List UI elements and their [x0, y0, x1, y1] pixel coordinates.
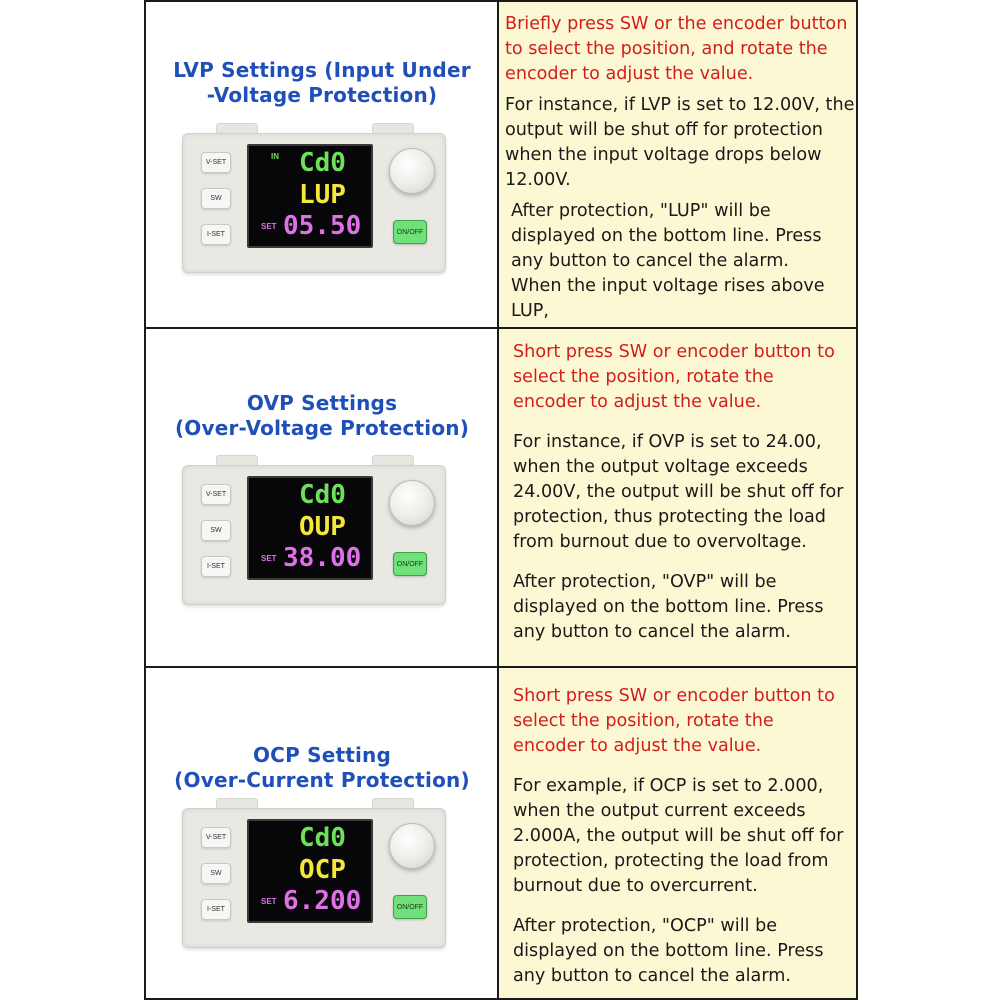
power-module-image [182, 455, 444, 603]
lcd-screen [247, 144, 373, 248]
sw-button: SW [201, 188, 231, 209]
section-lvp-left [146, 2, 498, 327]
display-line-2: OUP [299, 512, 346, 542]
display-line-1: Cd0 [299, 480, 346, 510]
section-ovp-right [499, 329, 856, 666]
after-protection-text: After protection, "LUP" will be displayed on the bottom line. Press any button to cancel the alarm. When the input voltage rises above LUP, [511, 201, 825, 321]
onoff-button: ON/OFF [393, 552, 427, 576]
section-lvp-right [499, 2, 856, 327]
display-line-3: 6.200 [283, 886, 362, 916]
iset-button: I-SET [201, 556, 231, 577]
section-ocp-right [499, 668, 856, 998]
device-body [182, 808, 446, 948]
instruction-text: Briefly press SW or the encoder button to select the position, and rotate the encoder to adjust the value. [505, 14, 848, 84]
sw-button: SW [201, 520, 231, 541]
vset-button: V-SET [201, 484, 231, 505]
encoder-knob [389, 148, 435, 194]
iset-button: I-SET [201, 224, 231, 245]
section-title: LVP Settings (Input Under -Voltage Protection) [173, 58, 471, 107]
example-text: For instance, if LVP is set to 12.00V, the output will be shut off for protection when the input voltage drops below 12.00V. [505, 95, 855, 190]
example-text: For example, if OCP is set to 2.000, when the output current exceeds 2.000A, the output will be shut off for protection, protecting the load from burnout due to overcurrent. [513, 776, 844, 896]
power-module-image [182, 798, 444, 946]
in-label: IN [271, 152, 279, 161]
iset-button: I-SET [201, 899, 231, 920]
display-line-2: LUP [299, 180, 346, 210]
instruction-text: Short press SW or encoder button to select the position, rotate the encoder to adjust the value. [513, 686, 835, 756]
lcd-screen [247, 476, 373, 580]
vset-button: V-SET [201, 827, 231, 848]
display-line-3: 05.50 [283, 211, 362, 241]
display-line-3: 38.00 [283, 543, 362, 573]
set-label: SET [261, 897, 277, 906]
section-title: OVP Settings (Over-Voltage Protection) [174, 391, 470, 440]
section-ovp-left [146, 329, 498, 666]
encoder-knob [389, 823, 435, 869]
example-text: For instance, if OVP is set to 24.00, when the output voltage exceeds 24.00V, the output will be shut off for protection, thus protecting the load from burnout due to overvoltage. [513, 432, 844, 552]
device-body [182, 465, 446, 605]
after-protection-text: After protection, "OVP" will be displayed on the bottom line. Press any button to cancel the alarm. [513, 572, 824, 642]
lcd-screen [247, 819, 373, 923]
device-body [182, 133, 446, 273]
sw-button: SW [201, 863, 231, 884]
display-line-1: Cd0 [299, 823, 346, 853]
section-title: OCP Setting (Over-Current Protection) [174, 743, 470, 792]
section-ocp-left [146, 668, 498, 998]
set-label: SET [261, 222, 277, 231]
instruction-text: Short press SW or encoder button to select the position, rotate the encoder to adjust the value. [513, 342, 835, 412]
after-protection-text: After protection, "OCP" will be displayed on the bottom line. Press any button to cancel the alarm. [513, 916, 824, 986]
onoff-button: ON/OFF [393, 895, 427, 919]
power-module-image [182, 123, 444, 271]
display-line-2: OCP [299, 855, 346, 885]
vset-button: V-SET [201, 152, 231, 173]
display-line-1: Cd0 [299, 148, 346, 178]
encoder-knob [389, 480, 435, 526]
onoff-button: ON/OFF [393, 220, 427, 244]
set-label: SET [261, 554, 277, 563]
